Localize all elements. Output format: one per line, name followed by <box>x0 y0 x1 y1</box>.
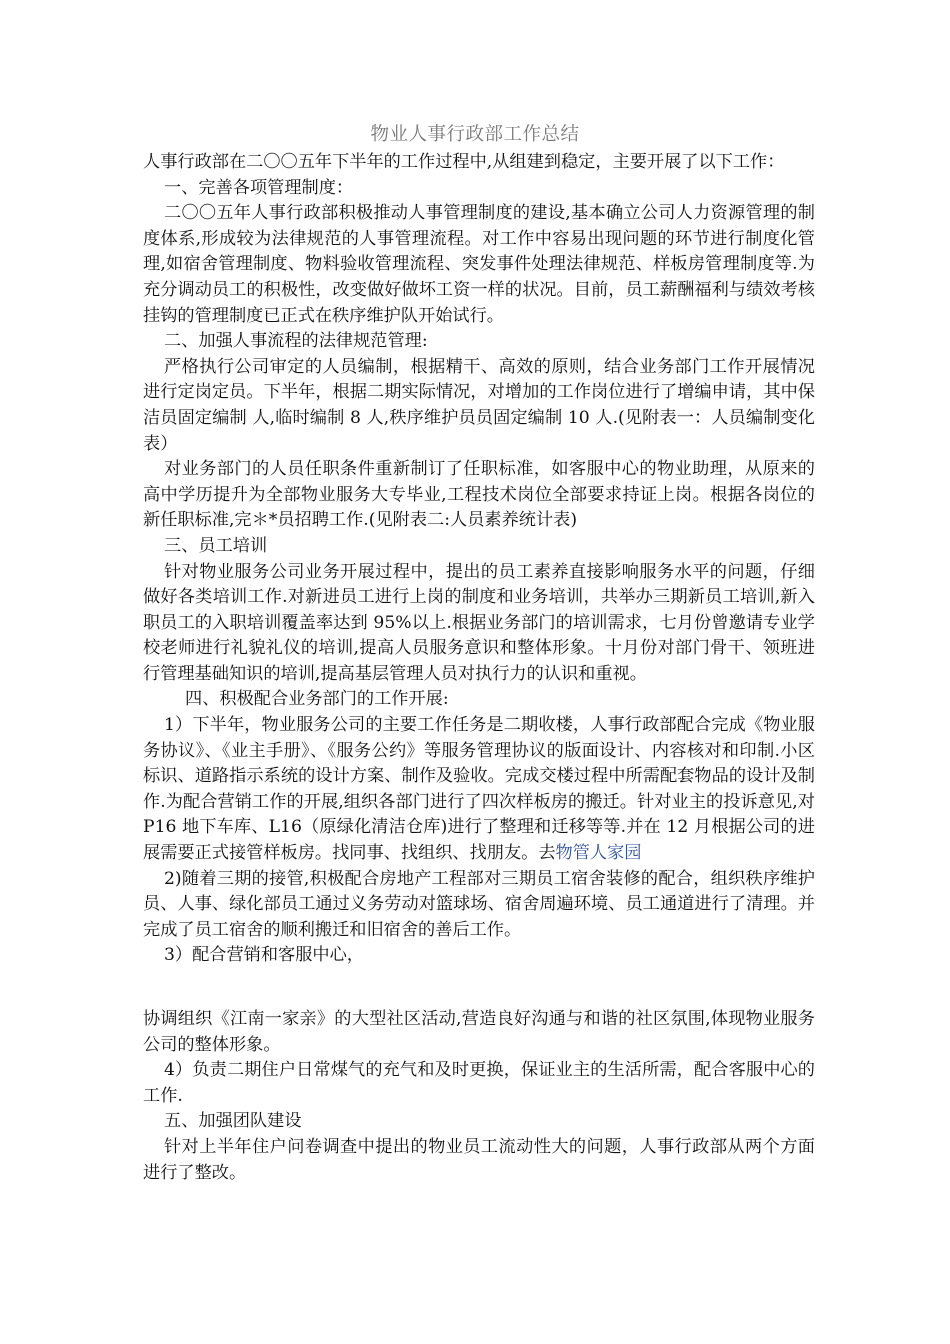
section-5-paragraph: 针对上半年住户问卷调查中提出的物业员工流动性大的问题，人事行政部从两个方面进行了整改。 <box>143 1136 815 1183</box>
section-4-item-1 <box>143 713 815 867</box>
item-1-text: 1）下半年，物业服务公司的主要工作任务是二期收楼，人事行政部配合完成《物业服务协议》、《业主手册》、《服务公约》等服务管理协议的版面设计、内容核对和印制.小区标识、道路指示系统的设计方案、制作及验收。完成交楼过程中所需配套物品的设计及制作.为配合营销工作的开展,组织各部门进行了四次样板房的搬迁。针对业主的投诉意见,对 P16 地下车库、L16（原绿化清洁仓库)进行了整理和迁移等等.并在 12 月根据公司的进展需要正式接管样板房。找同事、找组织、找朋友。去 <box>143 715 815 864</box>
section-4-item-3: 3）配合营销和客服中心， <box>164 945 364 966</box>
community-link[interactable]: 物管人家园 <box>555 843 642 864</box>
section-heading-3: 三、员工培训 <box>164 535 268 556</box>
blank-gap <box>143 969 815 1007</box>
section-4-item-3-continued: 协调组织《江南一家亲》的大型社区活动,营造良好沟通与和谐的社区氛围,体现物业服务公司的整体形象。 <box>143 1009 815 1055</box>
section-3-paragraph: 针对物业服务公司业务开展过程中，提出的员工素养直接影响服务水平的问题，仔细做好各类培训工作.对新进员工进行上岗的制度和业务培训，共举办三期新员工培训,新入职员工的入职培训覆盖率达到 95%以上.根据业务部门的培训需求，七月份曾邀请专业学校老师进行礼貌礼仪的培训,提高人员服务意识和整体形象。十月份对部门骨干、领班进行管理基础知识的培训,提高基层管理人员对执行力的认识和重视。 <box>143 561 815 684</box>
section-heading-1: 一、完善各项管理制度： <box>164 177 354 198</box>
document-title: 物业人事行政部工作总结 <box>370 124 580 145</box>
section-4-item-4: 4）负责二期住户日常煤气的充气和及时更换，保证业主的生活所需，配合客服中心的工作. <box>143 1060 815 1106</box>
intro-paragraph: 人事行政部在二〇〇五年下半年的工作过程中,从组建到稳定，主要开展了以下工作： <box>143 152 785 172</box>
section-2-paragraph-1: 严格执行公司审定的人员编制，根据精干、高效的原则，结合业务部门工作开展情况进行定岗定员。下半年，根据二期实际情况，对增加的工作岗位进行了增编申请，其中保洁员固定编制 人,临时编制 8 人,秩序维护员员固定编制 10 人.(见附表一：人员编制变化表） <box>143 356 815 454</box>
section-heading-2: 二、加强人事流程的法律规范管理: <box>164 331 428 352</box>
section-heading-4: 四、积极配合业务部门的工作开展: <box>185 689 449 710</box>
section-heading-5: 五、加强团队建设 <box>164 1111 302 1132</box>
document-body <box>143 150 815 1186</box>
section-2-paragraph-2: 对业务部门的人员任职条件重新制订了任职标准，如客服中心的物业助理，从原来的高中学历提升为全部物业服务大专毕业,工程技术岗位全部要求持证上岗。根据各岗位的新任职标准,完＊*员招聘工作.(见附表二:人员素养统计表) <box>143 459 815 531</box>
section-4-item-2: 2)随着三期的接管,积极配合房地产工程部对三期员工宿舍装修的配合，组织秩序维护员、人事、绿化部员工通过义务劳动对篮球场、宿舍周遍环境、员工通道进行了清理。并完成了员工宿舍的顺利搬迁和旧宿舍的善后工作。 <box>143 868 815 940</box>
section-1-paragraph: 二〇〇五年人事行政部积极推动人事管理制度的建设,基本确立公司人力资源管理的制度体系,形成较为法律规范的人事管理流程。对工作中容易出现问题的环节进行制度化管理,如宿舍管理制度、物料验收管理流程、突发事件处理法律规范、样板房管理制度等.为充分调动员工的积极性，改变做好做坏工资一样的状况。目前，员工薪酬福利与绩效考核挂钩的管理制度已正式在秩序维护队开始试行。 <box>143 203 815 326</box>
